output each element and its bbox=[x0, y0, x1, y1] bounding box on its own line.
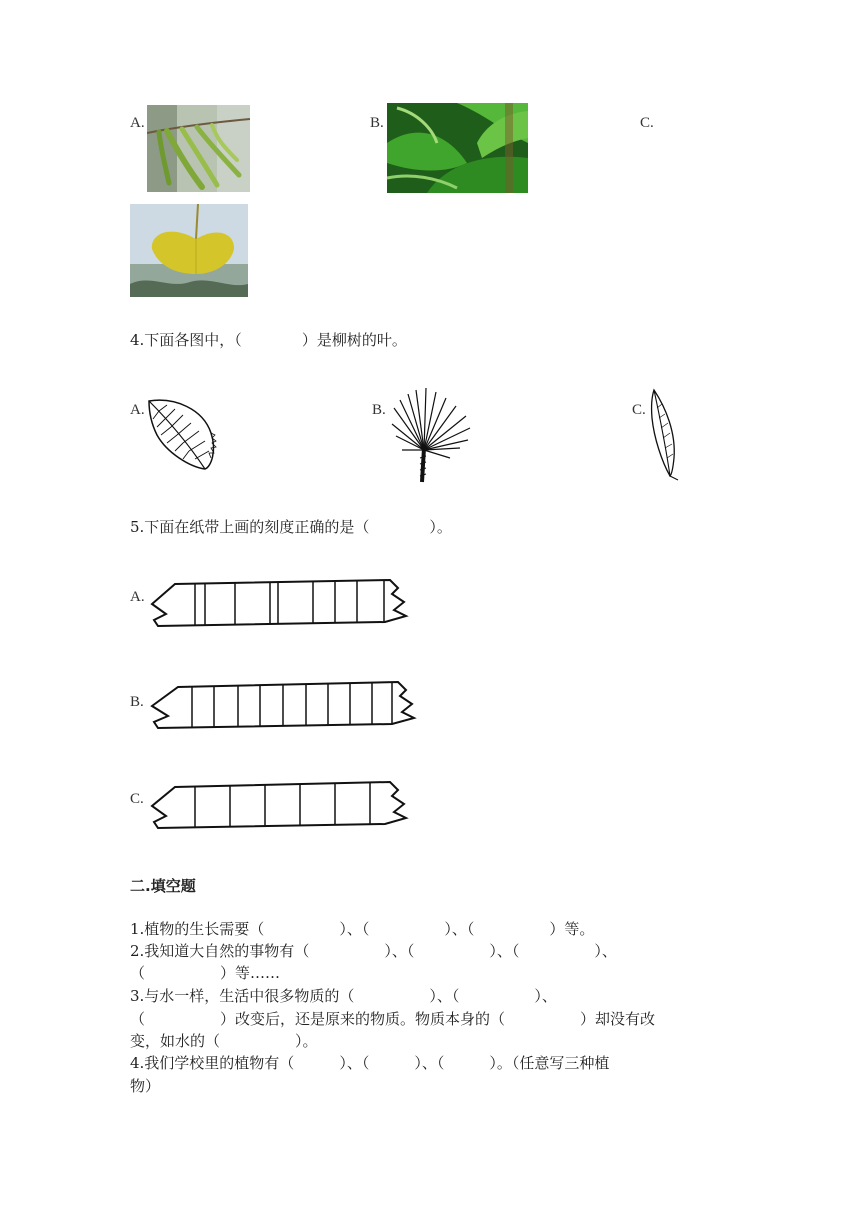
section-title: 二.填空题 bbox=[130, 877, 196, 895]
willow-leaf-photo bbox=[147, 105, 250, 192]
willow-leaf-drawing bbox=[648, 388, 688, 483]
q3-option-a-label: A. bbox=[130, 115, 145, 131]
paper-strip-c bbox=[150, 778, 415, 832]
fill-line-4: 3.与水一样，生活中很多物质的（ ）、（ ）、 bbox=[130, 987, 557, 1005]
q5-stem: 5.下面在纸带上画的刻度正确的是（ ）。 bbox=[130, 518, 452, 536]
paper-strip-b bbox=[150, 678, 420, 732]
ginkgo-leaf-photo bbox=[130, 204, 248, 297]
banana-leaf-photo bbox=[387, 103, 528, 193]
q4-option-a-label: A. bbox=[130, 402, 145, 418]
pine-needle-drawing bbox=[390, 388, 475, 483]
fill-line-2: 2.我知道大自然的事物有（ ）、（ ）、（ ）、 bbox=[130, 942, 617, 960]
fill-line-8: 物） bbox=[130, 1077, 161, 1095]
q5-option-b-label: B. bbox=[130, 694, 144, 710]
q5-option-a-label: A. bbox=[130, 589, 145, 605]
q4-stem: 4.下面各图中，（ ）是柳树的叶。 bbox=[130, 331, 407, 349]
q4-option-c-label: C. bbox=[632, 402, 646, 418]
fill-line-5: （ ）改变后，还是原来的物质。物质本身的（ ）却没有改 bbox=[130, 1010, 656, 1028]
paper-strip-a bbox=[150, 576, 415, 630]
q3-option-b-label: B. bbox=[370, 115, 384, 131]
serrated-leaf-drawing bbox=[145, 395, 220, 475]
q3-option-c-label: C. bbox=[640, 115, 654, 131]
q5-option-c-label: C. bbox=[130, 791, 144, 807]
fill-line-3: （ ）等…… bbox=[130, 964, 281, 982]
fill-line-7: 4.我们学校里的植物有（ ）、（ ）、（ ）。（任意写三种植 bbox=[130, 1054, 610, 1072]
q4-option-b-label: B. bbox=[372, 402, 386, 418]
fill-line-1: 1.植物的生长需要（ ）、（ ）、（ ）等。 bbox=[130, 920, 595, 938]
fill-line-6: 变，如水的（ ）。 bbox=[130, 1032, 318, 1050]
